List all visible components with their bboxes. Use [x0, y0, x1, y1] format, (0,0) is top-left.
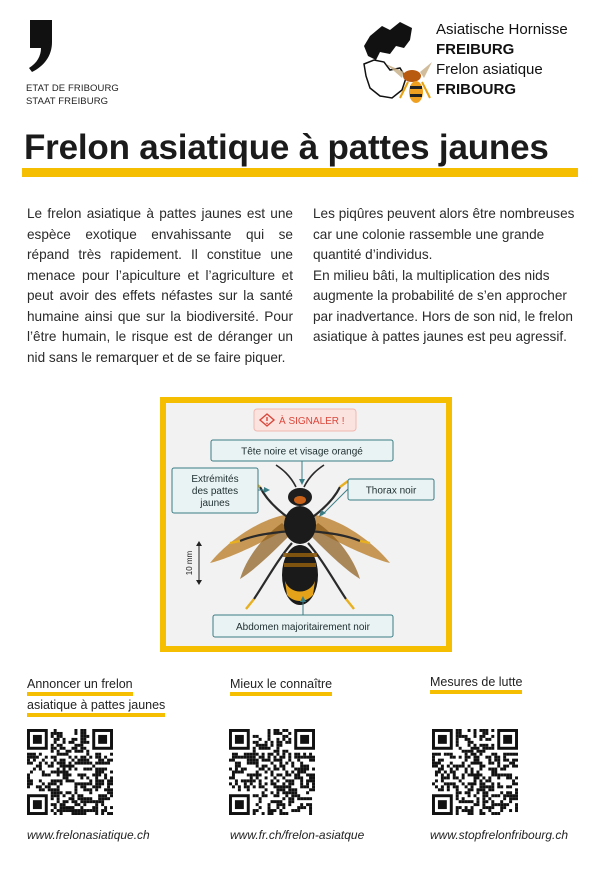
- canton-name-line: ETAT DE FRIBOURG: [26, 83, 119, 94]
- callout-thorax: [319, 479, 434, 517]
- callout-legs-label: jaunes: [200, 498, 230, 509]
- callout-abdomen: [213, 596, 393, 637]
- link-title-report: [27, 676, 165, 718]
- callout-abdomen-label: Abdomen majoritairement noir: [236, 622, 370, 633]
- callout-thorax-label: Thorax noir: [365, 485, 417, 497]
- scale-label: 10 mm: [185, 550, 194, 576]
- qr-code-measures[interactable]: [432, 729, 518, 815]
- canton-name: [26, 82, 119, 108]
- project-name-line: FREIBURG: [436, 41, 515, 58]
- project-name: [436, 20, 568, 100]
- project-name-line: Frelon asiatique: [436, 61, 543, 78]
- link-title-learn: [230, 676, 332, 697]
- hornet-illustration: [166, 403, 446, 646]
- callout-legs-label: des pattes: [191, 486, 239, 497]
- alert-badge: [254, 409, 356, 431]
- callout-head-label: Tête noire et visage orangé: [241, 446, 363, 458]
- canton-name-line: STAAT FREIBURG: [26, 96, 109, 107]
- hornet-map-icon: [360, 18, 432, 106]
- qr-code-learn[interactable]: [229, 729, 315, 815]
- link-url-measures[interactable]: www.stopfrelonfribourg.ch: [430, 828, 569, 842]
- link-title-line: Annoncer un frelon: [27, 676, 133, 696]
- project-name-line: FRIBOURG: [436, 81, 516, 98]
- callout-legs: [172, 468, 270, 513]
- intro-paragraph: Le frelon asiatique à pattes jaunes est une espèce exotique envahissante qui se répand très rapidement. Il constitue une menace pour l’apiculture et l’agriculture et peut avoir des effets néfastes sur la santé humaine ainsi que sur la biodiversité. Pour l’être humain, le risque est de déranger un nid sans le remarquer et de se faire piquer.: [27, 206, 293, 365]
- link-url-report[interactable]: www.frelonasiatique.ch: [27, 828, 150, 842]
- callout-legs-label: Extrémités: [191, 474, 239, 485]
- qr-code-report[interactable]: [27, 729, 113, 815]
- link-url-learn[interactable]: www.fr.ch/frelon-asiatque: [230, 828, 365, 842]
- risk-paragraph: En milieu bâti, la multiplication des nids augmente la probabilité de s’en approcher par inadvertance. Hors de son nid, le frelon asiatique à pattes jaunes est peu agressif.: [313, 267, 573, 344]
- title-underline: [22, 168, 578, 177]
- risk-paragraph: Les piqûres peuvent alors être nombreuses car une colonie rassemble une grande quantité d’individus.: [313, 206, 575, 262]
- alert-label: À SIGNALER !: [279, 416, 345, 427]
- link-title-line: asiatique à pattes jaunes: [27, 697, 165, 717]
- link-title-line: Mieux le connaître: [230, 676, 332, 696]
- page-title: Frelon asiatique à pattes jaunes: [24, 128, 549, 167]
- scale-bar: [185, 541, 202, 585]
- project-name-line: Asiatische Hornisse: [436, 21, 568, 38]
- canton-comma-icon: [26, 20, 56, 72]
- risk-paragraphs: [313, 204, 579, 348]
- link-title-line: Mesures de lutte: [430, 674, 522, 694]
- link-title-measures: [430, 674, 522, 695]
